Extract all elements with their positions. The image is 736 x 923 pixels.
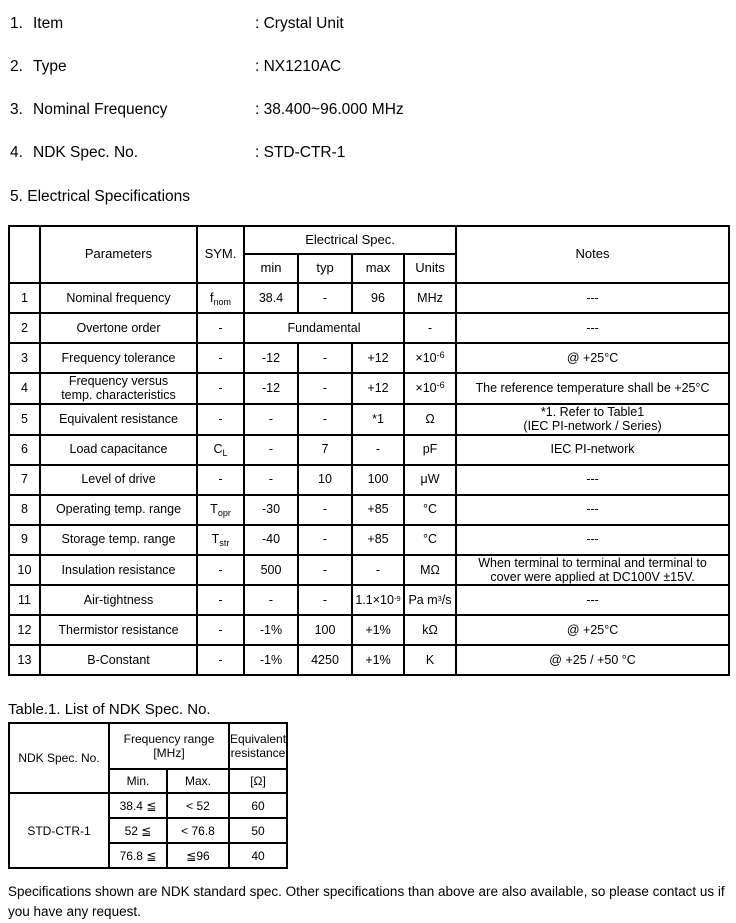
notes-cell: --- (456, 525, 729, 555)
max-header: max (352, 254, 404, 283)
value-cell: $\times 10^{-6}$ (404, 343, 456, 373)
value-cell: MHz (404, 283, 456, 313)
value-cell: 500 (244, 555, 298, 586)
section-title: 5. Electrical Specifications (10, 188, 191, 205)
value-cell: - (298, 373, 352, 404)
value-cell: - (244, 585, 298, 615)
value-cell: °C (404, 495, 456, 525)
notes-cell: --- (456, 283, 729, 313)
table1-title: Table.1. List of NDK Spec. No. (8, 701, 211, 719)
row-number-cell: 9 (9, 525, 40, 555)
value-cell: - (244, 435, 298, 465)
notes-cell: When terminal to terminal and terminal to cover were applied at DC100V ±15V. (456, 555, 729, 586)
table1-value-cell: 50 (229, 818, 287, 843)
min-col-header: Min. (109, 769, 167, 793)
notes-cell: The reference temperature shall be +25°C (456, 373, 729, 404)
value-cell: 100 (352, 465, 404, 495)
table1-value-cell: < 52 (167, 793, 229, 818)
row-number-column-header (9, 226, 40, 283)
ohm-col-header: [Ω] (229, 769, 287, 793)
value-cell: $\times 10^{-6}$ (404, 373, 456, 404)
value-cell: *1 (352, 404, 404, 435)
value-cell: +85 (352, 495, 404, 525)
value-cell: pF (404, 435, 456, 465)
parameter-cell: Frequency versus temp. characteristics (40, 373, 197, 404)
item-row-3 (10, 100, 736, 119)
symbol-cell: $C_L$ (197, 435, 244, 465)
symbol-cell: $T_{opr}$ (197, 495, 244, 525)
equivalent-resistance-header: Equivalent resistance (229, 723, 287, 769)
footer-text: Specifications shown are NDK standard spec. Other specifications than above are also available, so please contact us if you have any request. (8, 884, 725, 920)
value-cell: - (298, 525, 352, 555)
parameter-cell: Operating temp. range (40, 495, 197, 525)
parameter-cell: Level of drive (40, 465, 197, 495)
row-number-cell: 13 (9, 645, 40, 675)
spec-table-row (9, 373, 729, 404)
row-number-cell: 2 (9, 313, 40, 343)
value-cell: 10 (298, 465, 352, 495)
symbol-cell: - (197, 555, 244, 586)
symbol-cell: - (197, 313, 244, 343)
table1-value-cell: < 76.8 (167, 818, 229, 843)
parameter-cell: Equivalent resistance (40, 404, 197, 435)
value-cell: -1% (244, 615, 298, 645)
parameter-cell: B-Constant (40, 645, 197, 675)
notes-cell: @ +25°C (456, 615, 729, 645)
symbol-cell: - (197, 343, 244, 373)
value-cell: -12 (244, 373, 298, 404)
value-cell: - (298, 283, 352, 313)
item-label: NDK Spec. No. (33, 144, 139, 161)
notes-cell: IEC PI-network (456, 435, 729, 465)
value-cell: Ω (404, 404, 456, 435)
ndk-spec-no-cell: STD-CTR-1 (9, 793, 109, 868)
spec-table-row (9, 313, 729, 343)
item-row-4 (10, 143, 736, 162)
value-cell: K (404, 645, 456, 675)
value-cell: +1% (352, 645, 404, 675)
row-number-cell: 12 (9, 615, 40, 645)
spec-table-body (9, 283, 729, 675)
value-cell: 4250 (298, 645, 352, 675)
item-value: : 38.400~96.000 MHz (255, 101, 404, 118)
value-cell: - (404, 313, 456, 343)
value-cell: kΩ (404, 615, 456, 645)
ndk-spec-no-header: NDK Spec. No. (9, 723, 109, 793)
symbol-cell: - (197, 585, 244, 615)
parameter-cell: Storage temp. range (40, 525, 197, 555)
value-cell: +12 (352, 343, 404, 373)
item-number: 2. (10, 58, 23, 75)
min-header: min (244, 254, 298, 283)
value-cell: - (298, 343, 352, 373)
row-number-cell: 1 (9, 283, 40, 313)
parameters-header: Parameters (40, 226, 197, 283)
spec-table-row (9, 283, 729, 313)
electrical-spec-table (8, 225, 730, 676)
electrical-spec-header: Electrical Spec. (244, 226, 456, 254)
value-cell: Pa $m^3/s$ (404, 585, 456, 615)
item-number: 4. (10, 144, 23, 161)
typ-header: typ (298, 254, 352, 283)
parameter-cell: Air-tightness (40, 585, 197, 615)
frequency-range-header: Frequency range [MHz] (109, 723, 229, 769)
parameter-cell: Insulation resistance (40, 555, 197, 586)
table1-value-cell: 52 ≦ (109, 818, 167, 843)
symbol-cell: - (197, 615, 244, 645)
value-cell: 96 (352, 283, 404, 313)
parameter-cell: Frequency tolerance (40, 343, 197, 373)
symbol-cell: $T_{str}$ (197, 525, 244, 555)
item-label: Type (33, 58, 67, 75)
table1-value-cell: 38.4 ≦ (109, 793, 167, 818)
notes-cell: --- (456, 313, 729, 343)
value-cell: - (298, 555, 352, 586)
row-number-cell: 11 (9, 585, 40, 615)
row-number-cell: 7 (9, 465, 40, 495)
value-cell: -12 (244, 343, 298, 373)
table1-row (9, 793, 287, 818)
table1-value-cell: 76.8 ≦ (109, 843, 167, 868)
notes-cell: *1. Refer to Table1 (IEC PI-network / Series) (456, 404, 729, 435)
parameter-cell: Thermistor resistance (40, 615, 197, 645)
value-cell: +1% (352, 615, 404, 645)
value-cell: °C (404, 525, 456, 555)
value-cell: - (244, 404, 298, 435)
parameter-cell: Load capacitance (40, 435, 197, 465)
value-cell: μW (404, 465, 456, 495)
header-items (0, 0, 736, 162)
parameter-cell: Overtone order (40, 313, 197, 343)
max-col-header: Max. (167, 769, 229, 793)
spec-table-row (9, 435, 729, 465)
value-cell: MΩ (404, 555, 456, 586)
spec-table-row (9, 404, 729, 435)
row-number-cell: 5 (9, 404, 40, 435)
spec-table-row (9, 525, 729, 555)
symbol-cell: - (197, 645, 244, 675)
value-cell: 38.4 (244, 283, 298, 313)
notes-cell: @ +25 / +50 °C (456, 645, 729, 675)
value-cell: +12 (352, 373, 404, 404)
ndk-spec-no-table (8, 722, 288, 869)
value-cell: 7 (298, 435, 352, 465)
value-cell: -40 (244, 525, 298, 555)
symbol-cell: - (197, 465, 244, 495)
spec-table-row (9, 645, 729, 675)
value-cell: $1.1\times 10^{-9}$ (352, 585, 404, 615)
row-number-cell: 3 (9, 343, 40, 373)
notes-cell: --- (456, 585, 729, 615)
parameter-cell: Nominal frequency (40, 283, 197, 313)
symbol-cell: $f_{nom}$ (197, 283, 244, 313)
item-label: Item (33, 15, 64, 32)
row-number-cell: 6 (9, 435, 40, 465)
spec-table-row (9, 343, 729, 373)
item-value: : NX1210AC (255, 58, 342, 75)
item-number: 3. (10, 101, 23, 118)
value-cell: - (244, 465, 298, 495)
value-cell: -30 (244, 495, 298, 525)
symbol-cell: - (197, 373, 244, 404)
notes-cell: @ +25°C (456, 343, 729, 373)
value-cell: - (298, 585, 352, 615)
item-value: : Crystal Unit (255, 15, 344, 32)
sym-header: SYM. (197, 226, 244, 283)
notes-header: Notes (456, 226, 729, 283)
item-row-1 (10, 14, 736, 33)
spec-table-row (9, 615, 729, 645)
table1-value-cell: 40 (229, 843, 287, 868)
spec-table-row (9, 555, 729, 586)
spec-table-row (9, 495, 729, 525)
row-number-cell: 8 (9, 495, 40, 525)
item-number: 1. (10, 15, 23, 32)
item-value: : STD-CTR-1 (255, 144, 346, 161)
value-cell: - (298, 495, 352, 525)
spec-table-row (9, 465, 729, 495)
table1-body (9, 793, 287, 868)
value-cell: +85 (352, 525, 404, 555)
value-cell: Fundamental (244, 313, 404, 343)
notes-cell: --- (456, 465, 729, 495)
item-label: Nominal Frequency (33, 101, 168, 118)
units-header: Units (404, 254, 456, 283)
value-cell: - (352, 555, 404, 586)
row-number-cell: 10 (9, 555, 40, 586)
value-cell: -1% (244, 645, 298, 675)
item-row-2 (10, 57, 736, 76)
value-cell: - (352, 435, 404, 465)
spec-table-row (9, 585, 729, 615)
value-cell: - (298, 404, 352, 435)
symbol-cell: - (197, 404, 244, 435)
row-number-cell: 4 (9, 373, 40, 404)
value-cell: 100 (298, 615, 352, 645)
table1-value-cell: 60 (229, 793, 287, 818)
table1-value-cell: ≦96 (167, 843, 229, 868)
notes-cell: --- (456, 495, 729, 525)
